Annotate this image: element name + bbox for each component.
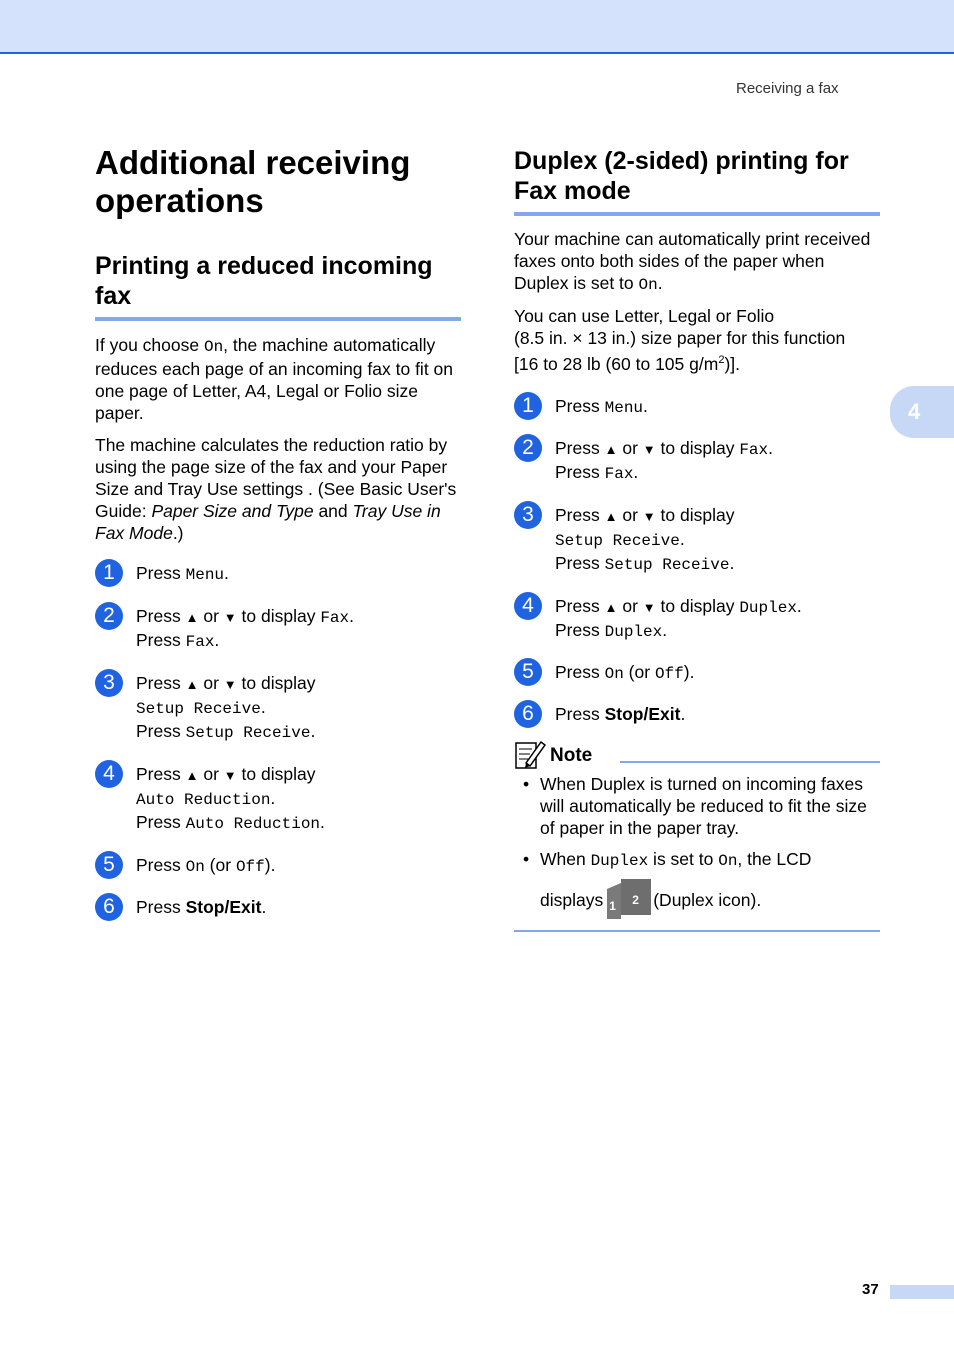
step-number-badge: 3 xyxy=(95,669,123,697)
step-number-badge: 4 xyxy=(95,760,123,788)
step-item: 2 Press ▲ or ▼ to display Fax. Press Fax. xyxy=(514,437,880,485)
page-number: 37 xyxy=(862,1281,879,1298)
section-heading: Duplex (2-sided) printing for Fax mode xyxy=(514,147,849,205)
note-bullet: • When Duplex is turned on incoming faxes will automatically be reduced to fit the size of paper in the paper tray. xyxy=(523,773,867,838)
note-box xyxy=(514,739,880,932)
step-item: 4 Press ▲ or ▼ to display Duplex. Press Duplex. xyxy=(514,595,880,643)
down-arrow-icon: ▼ xyxy=(223,677,237,692)
heading-rule xyxy=(95,317,461,321)
step-item: 3 Press ▲ or ▼ to display Setup Receive. Press Setup Receive. xyxy=(514,504,880,576)
left-column xyxy=(95,144,461,918)
up-arrow-icon: ▲ xyxy=(604,508,618,524)
down-arrow-icon: ▼ xyxy=(642,441,656,457)
step-item: 5 Press On (or Off). xyxy=(95,854,461,878)
step-item: 2 Press ▲ or ▼ to display Fax. Press Fax. xyxy=(95,605,461,653)
note-header xyxy=(514,739,880,773)
right-column xyxy=(514,146,880,932)
paragraph: You can use Letter, Legal or Folio (8.5 in. × 13 in.) size paper for this function [16 to 28 lb (60 to 105 $g/m^2$)]. xyxy=(514,306,846,374)
section-heading: Printing a reduced incoming fax xyxy=(95,252,433,310)
step-item: 6 Press Stop/Exit. xyxy=(514,703,880,725)
note-bullet: • When Duplex is set to On, the LCD displays 1 2 (Duplex icon). xyxy=(514,848,880,922)
step-item: 1 Press Menu. xyxy=(95,562,461,586)
step-item: 1 Press Menu. xyxy=(514,395,880,419)
up-arrow-icon: ▲ xyxy=(604,441,618,457)
up-arrow-icon: ▲ xyxy=(185,768,199,783)
chapter-tab: 4 xyxy=(890,386,954,438)
note-pencil-icon xyxy=(514,739,546,776)
duplex-icon: 1 2 xyxy=(605,879,651,921)
step-item: 4 Press ▲ or ▼ to display Auto Reduction. Press Auto Reduction. xyxy=(95,763,461,835)
section-reduced-fax xyxy=(95,251,461,918)
running-head: Receiving a fax xyxy=(736,80,839,97)
step-number-badge: 6 xyxy=(514,700,542,728)
page-number-bar xyxy=(890,1285,954,1299)
top-banner xyxy=(0,0,954,54)
down-arrow-icon: ▼ xyxy=(223,768,237,783)
down-arrow-icon: ▼ xyxy=(223,610,237,625)
up-arrow-icon: ▲ xyxy=(185,677,199,692)
up-arrow-icon: ▲ xyxy=(604,599,618,615)
step-item: 3 Press ▲ or ▼ to display Setup Receive. Press Setup Receive. xyxy=(95,672,461,744)
step-item: 6 Press Stop/Exit. xyxy=(95,896,461,918)
step-number-badge: 5 xyxy=(514,658,542,686)
step-number-badge: 1 xyxy=(95,559,123,587)
step-number-badge: 3 xyxy=(514,501,542,529)
page-title: Additional receiving operations xyxy=(95,144,411,219)
note-rule xyxy=(620,761,880,763)
paragraph: If you choose On, the machine automatically reduces each page of an incoming fax to fit on one page of Letter, A4, Legal or Folio size paper. xyxy=(95,335,454,423)
down-arrow-icon: ▼ xyxy=(642,508,656,524)
step-number-badge: 4 xyxy=(514,592,542,620)
heading-rule xyxy=(514,212,880,216)
note-label: Note xyxy=(550,744,593,766)
down-arrow-icon: ▼ xyxy=(642,599,656,615)
step-number-badge: 6 xyxy=(95,893,123,921)
note-bottom-rule xyxy=(514,930,880,932)
step-number-badge: 5 xyxy=(95,851,123,879)
paragraph: The machine calculates the reduction ratio by using the page size of the fax and your Paper Size and Tray Use settings . (See Basic User's Guide: Paper Size and Type and Tray Use in Fax Mode.) xyxy=(95,435,457,543)
step-number-badge: 2 xyxy=(95,602,123,630)
up-arrow-icon: ▲ xyxy=(185,610,199,625)
step-number-badge: 2 xyxy=(514,434,542,462)
step-number-badge: 1 xyxy=(514,392,542,420)
step-item: 5 Press On (or Off). xyxy=(514,661,880,685)
step-list xyxy=(95,562,461,918)
step-list xyxy=(514,395,880,725)
paragraph: Your machine can automatically print received faxes onto both sides of the paper when Duplex is set to On. xyxy=(514,229,871,294)
